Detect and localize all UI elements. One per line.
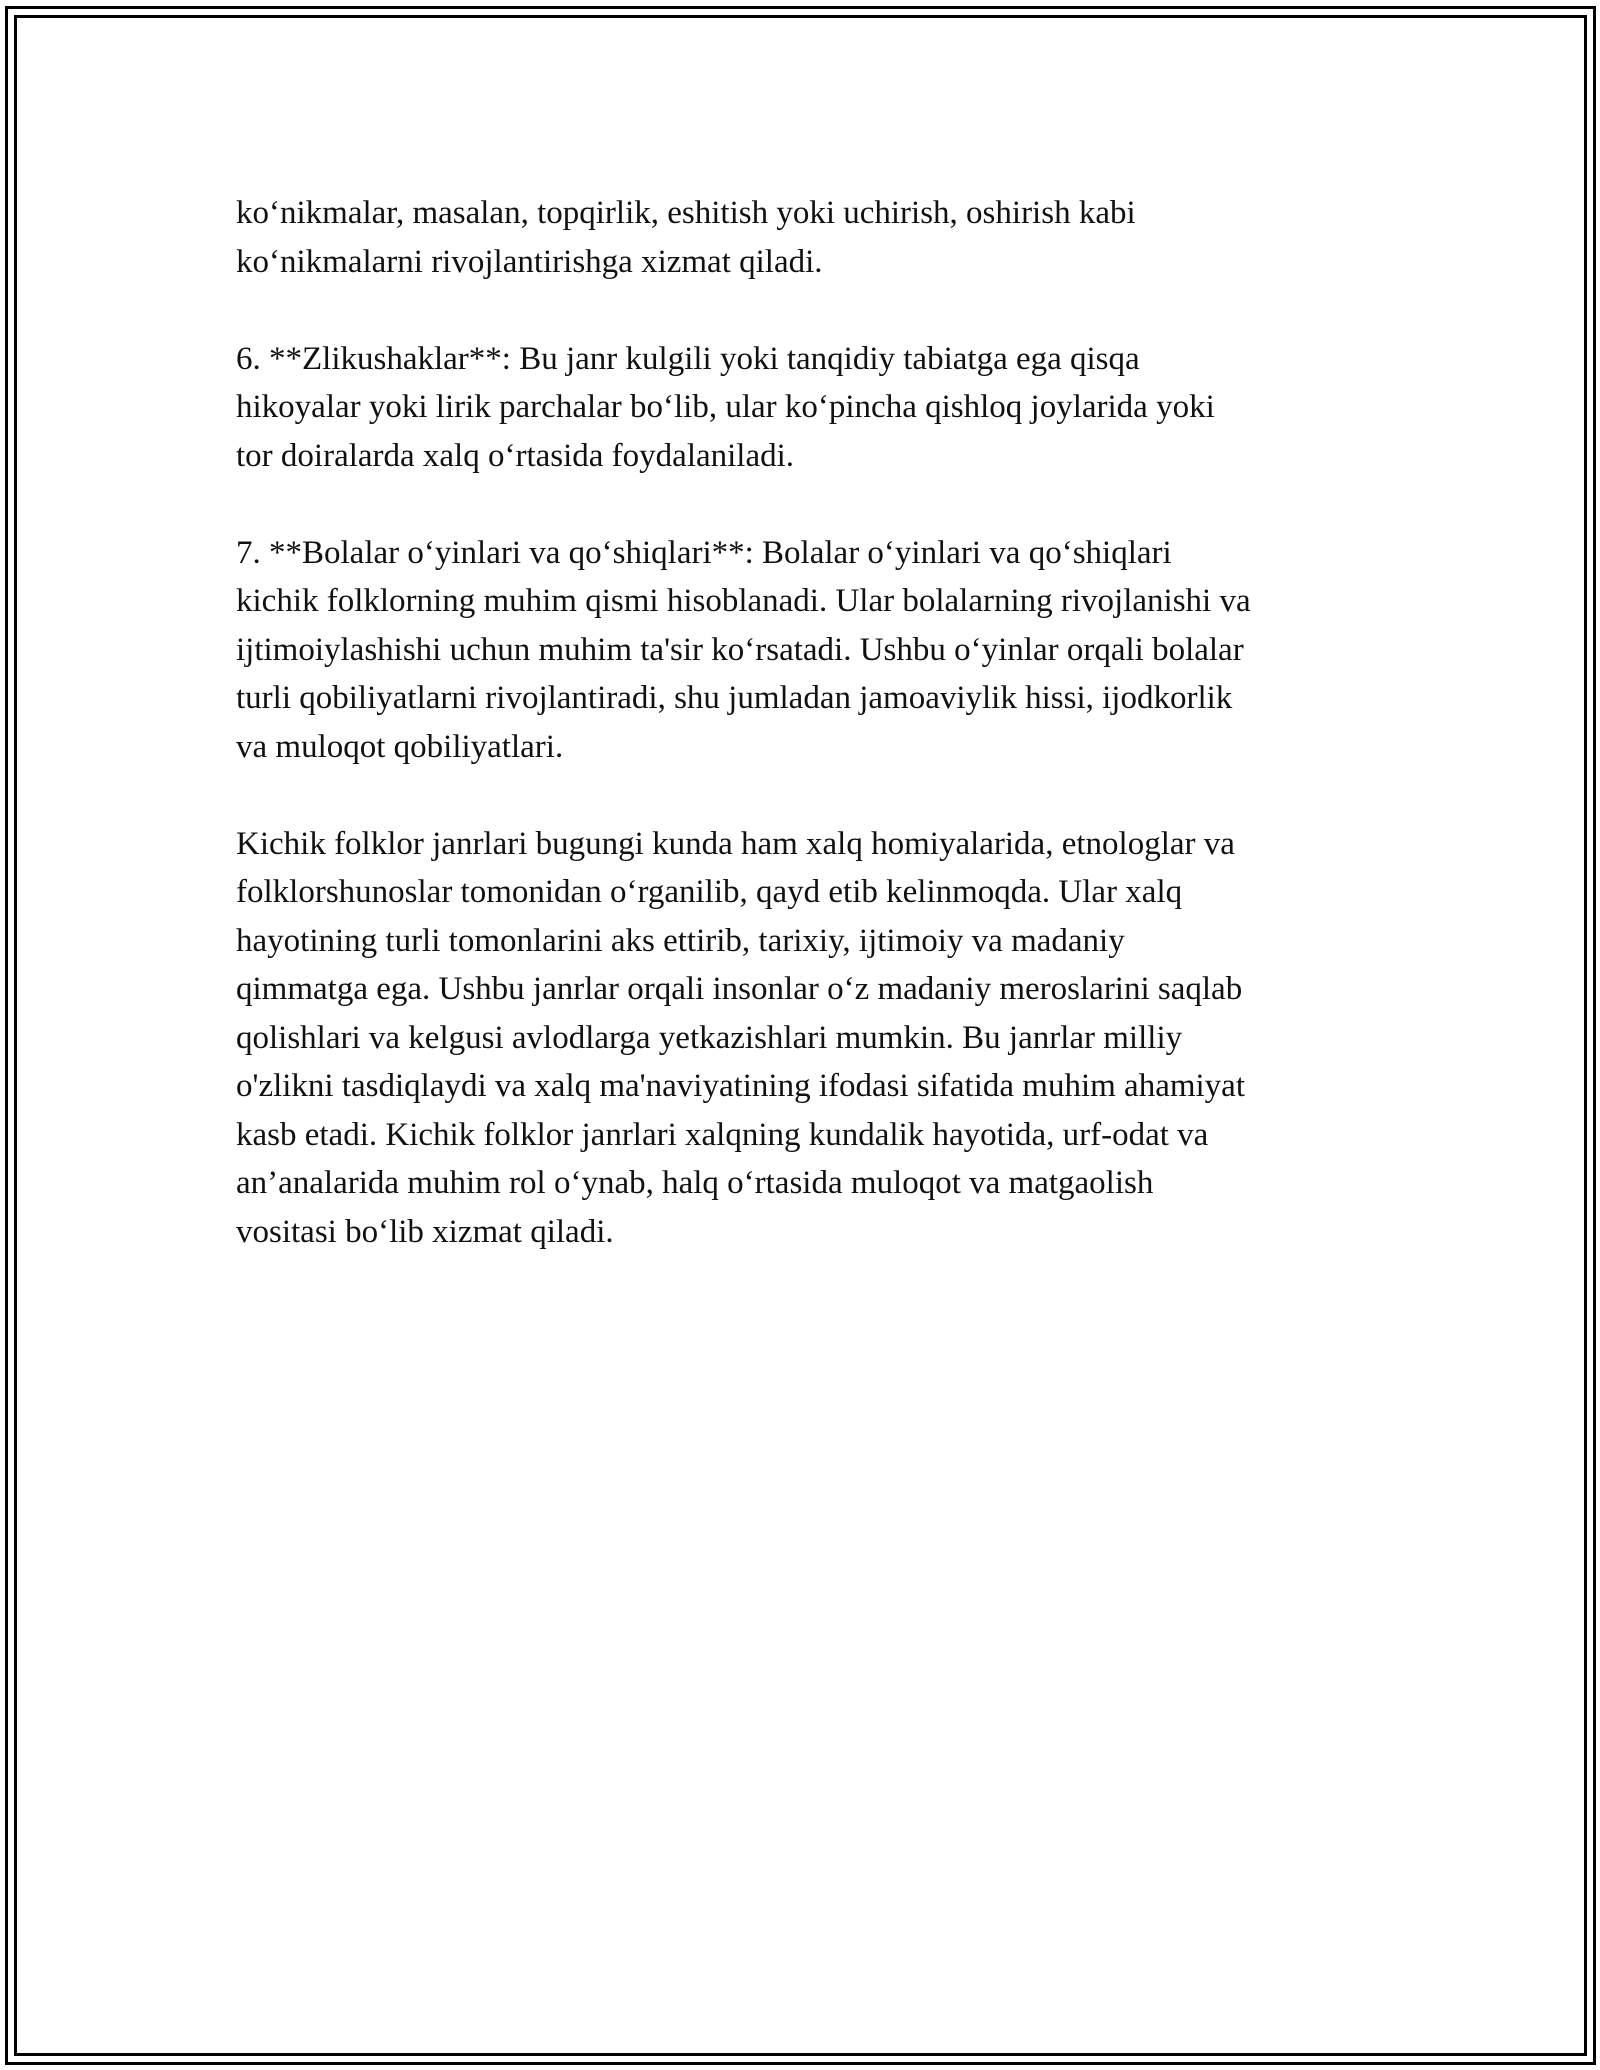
text-line: vositasi bo‘lib xizmat qiladi. (236, 1213, 614, 1250)
text-line: turli qobiliyatlarni rivojlantiradi, shu jumladan jamoaviylik hissi, ijodkorlik (236, 680, 1233, 716)
text-line: ko‘nikmalar, masalan, topqirlik, eshitish yoki uchirish, oshirish kabi (236, 195, 1136, 231)
text-line: tor doiralarda xalq o‘rtasida foydalaniladi. (236, 437, 795, 474)
paragraph-skills-continuation (236, 189, 1386, 286)
paragraph-item-6 (236, 335, 1386, 481)
text-line: ko‘nikmalarni rivojlantirishga xizmat qiladi. (236, 243, 823, 280)
text-line: va muloqot qobiliyatlari. (236, 728, 564, 765)
paragraph-conclusion (236, 820, 1386, 1257)
text-line: hikoyalar yoki lirik parchalar bo‘lib, ular ko‘pincha qishloq joylarida yoki (236, 389, 1215, 425)
text-line: folklorshunoslar tomonidan o‘rganilib, qayd etib kelinmoqda. Ular xalq (236, 874, 1183, 910)
text-line: 6. **Zlikushaklar**: Bu janr kulgili yoki tanqidiy tabiatga ega qisqa (236, 340, 1140, 377)
text-line: qimmatga ega. Ushbu janrlar orqali insonlar o‘z madaniy meroslarini saqlab (236, 971, 1243, 1007)
text-line: o'zlikni tasdiqlaydi va xalq ma'naviyatining ifodasi sifatida muhim ahamiyat (236, 1068, 1245, 1104)
text-line: kasb etadi. Kichik folklor janrlari xalqning kundalik hayotida, urf-odat va (236, 1116, 1209, 1153)
paragraph-item-7 (236, 529, 1386, 772)
text-line: hayotining turli tomonlarini aks ettirib, tarixiy, ijtimoiy va madaniy (236, 922, 1125, 959)
text-line: kichik folklorning muhim qismi hisoblanadi. Ular bolalarning rivojlanishi va (236, 583, 1251, 619)
text-line: qolishlari va kelgusi avlodlarga yetkazishlari mumkin. Bu janrlar milliy (236, 1019, 1183, 1056)
text-line: 7. **Bolalar o‘yinlari va qo‘shiqlari**: Bolalar o‘yinlari va qo‘shiqlari (236, 534, 1172, 571)
document-body (236, 189, 1386, 1305)
text-line: an’analarida muhim rol o‘ynab, halq o‘rtasida muloqot va matgaolish (236, 1165, 1154, 1201)
text-line: Kichik folklor janrlari bugungi kunda ham xalq homiyalarida, etnologlar va (236, 825, 1235, 862)
text-line: ijtimoiylashishi uchun muhim ta'sir ko‘rsatadi. Ushbu o‘yinlar orqali bolalar (236, 631, 1244, 668)
